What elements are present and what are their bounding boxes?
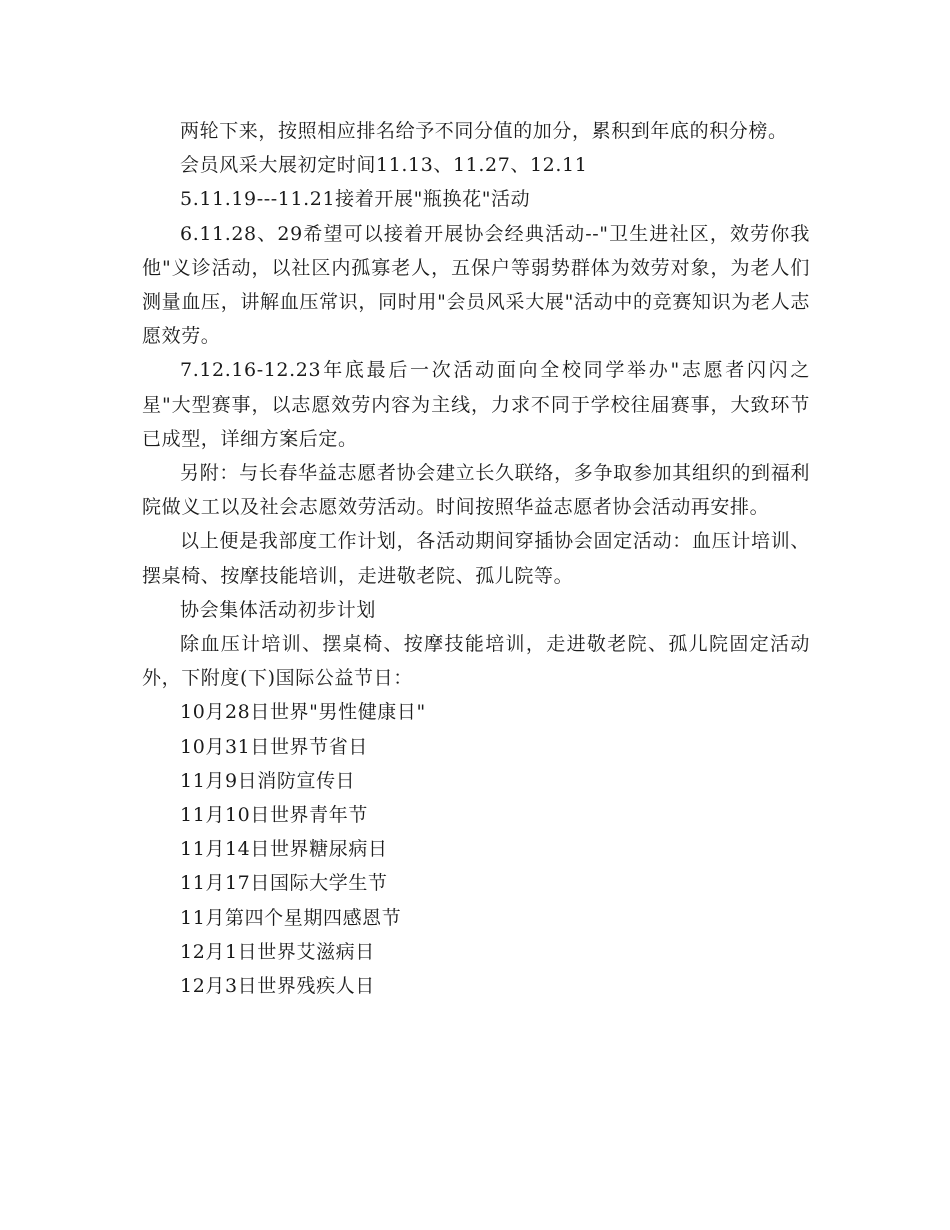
- paragraph-bottle-for-flower: 5.11.19---11.21接着开展"瓶换花"活动: [180, 188, 531, 211]
- list-item: 12月1日世界艾滋病日: [180, 940, 375, 963]
- document-body: [142, 114, 810, 1003]
- list-item: 11月17日国际大学生节: [180, 872, 388, 895]
- paragraph-ranking-points: 两轮下来，按照相应排名给予不同分值的加分，累积到年底的积分榜。: [180, 120, 788, 142]
- paragraph-appendix-huayi: 另附：与长春华益志愿者协会建立长久联络，多争取参加其组织的到福利院做义工以及社会志愿效劳活动。时间按照华益志愿者协会活动再安排。: [142, 462, 810, 519]
- list-item: 11月14日世界糖尿病日: [180, 838, 388, 861]
- holiday-list: [142, 695, 810, 1003]
- paragraph-member-showcase-dates: 会员风采大展初定时间11.13、11.27、12.11: [180, 154, 588, 177]
- list-item: 12月3日世界残疾人日: [180, 975, 375, 998]
- paragraph-plan-summary: 以上便是我部度工作计划，各活动期间穿插协会固定活动：血压计培训、摆桌椅、按摩技能培训，走进敬老院、孤儿院等。: [142, 530, 810, 587]
- list-item: 11月9日消防宣传日: [180, 769, 356, 792]
- list-item: 10月31日世界节省日: [180, 735, 368, 758]
- paragraph-collective-plan-heading: 协会集体活动初步计划: [180, 598, 377, 621]
- list-item: 11月10日世界青年节: [180, 804, 368, 827]
- paragraph-community-clinic: 6.11.28、29希望可以接着开展协会经典活动--"卫生进社区，效劳你我他"义诊活动，以社区内孤寡老人，五保户等弱势群体为效劳对象，为老人们测量血压，讲解血压常识，同时用"会员风采大展"活动中的竞赛知识为老人志愿效劳。: [142, 222, 810, 348]
- paragraph-holidays-intro: 除血压计培训、摆桌椅、按摩技能培训，走进敬老院、孤儿院固定活动外，下附度(下)国际公益节日：: [142, 633, 810, 690]
- list-item: 10月28日世界"男性健康日": [180, 701, 426, 724]
- paragraph-volunteer-star-contest: 7.12.16-12.23年底最后一次活动面向全校同学举办"志愿者闪闪之星"大型赛事，以志愿效劳内容为主线，力求不同于学校往届赛事，大致环节已成型，详细方案后定。: [142, 359, 810, 450]
- list-item: 11月第四个星期四感恩节: [180, 906, 402, 929]
